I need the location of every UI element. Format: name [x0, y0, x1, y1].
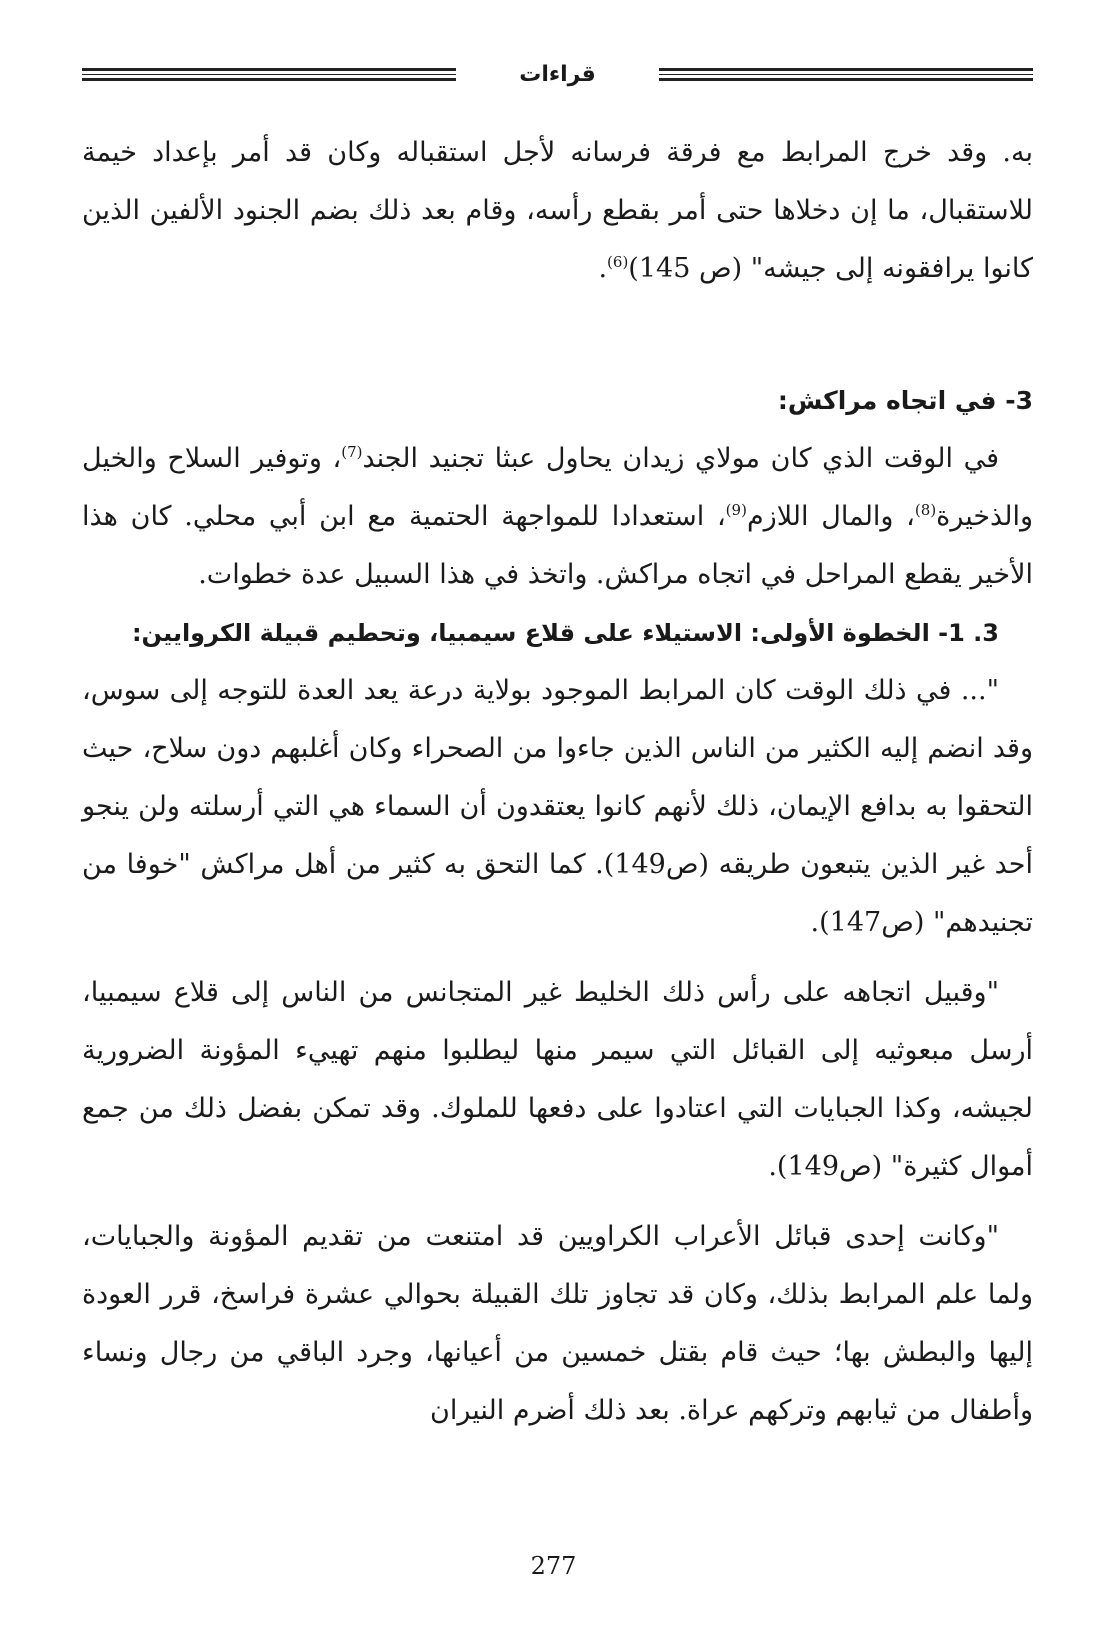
paragraph-text-c: ، والمال اللازم	[746, 501, 915, 532]
footnote-ref-9: (9)	[725, 501, 747, 519]
paragraph-section-intro	[82, 430, 1033, 604]
footnote-ref-8: (8)	[914, 501, 937, 519]
paragraph-end: .	[598, 253, 608, 284]
paragraph-quote-continuation	[82, 124, 1033, 298]
footnote-ref-6: (6)	[607, 253, 629, 271]
header-rule-right	[659, 68, 1033, 81]
paragraph-quote-3: "وكانت إحدى قبائل الأعراب الكراويين قد امتنعت من تقديم المؤونة والجبايات، ولما علم المرابط بذلك، وكان قد تجاوز تلك القبيلة بحوالي عشرة فراسخ، قرر العودة إليها والبطش بها؛ حيث قام بقتل خمسين من أعيانها، وجرد الباقي من رجال ونساء وأطفال من ثيابهم وتركهم عراة. بعد ذلك أضرم النيران	[82, 1221, 1033, 1426]
running-header	[82, 52, 1033, 96]
paragraph-text-d: ، استعدادا للمواجهة الحتمية مع ابن أبي محلي. كان هذا الأخير يقطع المراحل في اتجاه مراكش. واتخذ في هذا السبيل عدة خطوات.	[82, 501, 1033, 590]
footnote-ref-7: (7)	[341, 443, 363, 461]
section-heading-3: 3- في اتجاه مراكش:	[777, 386, 1033, 415]
paragraph-quote-1: "... في ذلك الوقت كان المرابط الموجود بولاية درعة يعد العدة للتوجه إلى سوس، وقد انضم إليه الكثير من الناس الذين جاءوا من الصحراء وكان أغلبهم دون سلاح، حيث التحقوا به بدافع الإيمان، ذلك لأنهم كانوا يعتقدون أن السماء هي التي أرسلته ولن ينجو أحد غير الذين يتبعون طريقه (ص149). كما التحق به كثير من أهل مراكش "خوفا من تجنيدهم" (ص147).	[82, 675, 1033, 938]
paragraph-text-b: ، وتوفير السلاح والخيل والذخيرة	[82, 443, 1033, 532]
paragraph-quote-2: "وقبيل اتجاهه على رأس ذلك الخليط غير المتجانس من الناس إلى قلاع سيمبيا، أرسل مبعوثيه إلى القبائل التي سيمر منها ليطلبوا منهم تهييء المؤونة الضرورية لجيشه، وكذا الجبايات التي اعتادوا على دفعها للملوك. وقد تمكن بفضل ذلك من جمع أموال كثيرة" (ص149).	[82, 977, 1033, 1182]
paragraph-text-a: في الوقت الذي كان مولاي زيدان يحاول عبثا تجنيد الجند	[362, 443, 999, 474]
body-text	[82, 124, 1033, 1440]
header-rule-left	[82, 68, 456, 81]
paragraph-text: به. وقد خرج المرابط مع فرقة فرسانه لأجل استقباله وكان قد أمر بإعداد خيمة للاستقبال، ما إن دخلاها حتى أمر بقطع رأسه، وقام بعد ذلك بضم الجنود الألفين الذين كانوا يرافقونه إلى جيشه" (ص 145)	[82, 137, 1033, 284]
header-title: قراءات	[519, 61, 596, 87]
subsection-heading-3-1: 3. 1- الخطوة الأولى: الاستيلاء على قلاع سيمبيا، وتحطيم قبيلة الكروايين:	[131, 619, 999, 647]
page-number: 277	[530, 1552, 577, 1580]
